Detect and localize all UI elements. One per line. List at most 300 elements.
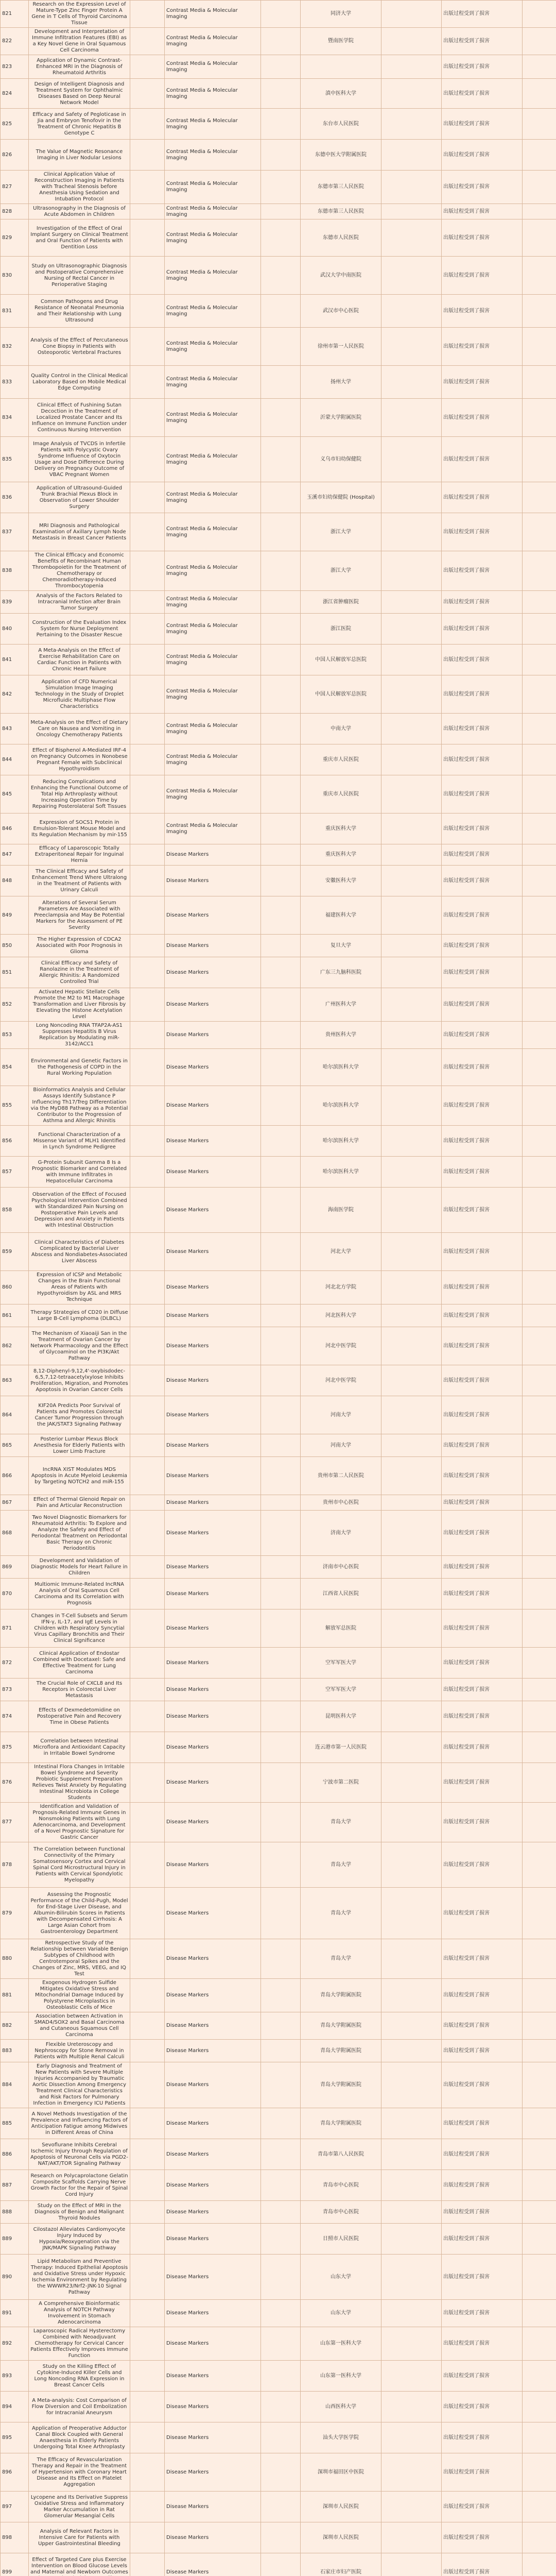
article-title: Functional Characterization of a Missense Variant of MLH1 Identified in Lynch Syndrome Pedigree bbox=[29, 1126, 130, 1157]
spacer-cell bbox=[261, 482, 301, 513]
spacer-cell bbox=[130, 295, 165, 328]
retraction-reason: 出版过程受到了损害 bbox=[442, 2255, 523, 2300]
spacer-cell bbox=[261, 257, 301, 295]
journal-name: Disease Markers bbox=[165, 1233, 261, 1271]
row-number: 839 bbox=[1, 591, 29, 614]
journal-name: Disease Markers bbox=[165, 1396, 261, 1434]
spacer-cell bbox=[523, 2361, 556, 2392]
spacer-cell bbox=[130, 2492, 165, 2522]
spacer-cell bbox=[261, 437, 301, 482]
journal-name: Disease Markers bbox=[165, 1803, 261, 1842]
table-row bbox=[1, 1396, 556, 1434]
spacer-cell bbox=[381, 204, 442, 219]
article-title: Clinical Characteristics of Diabetes Complicated by Bacterial Liver Abscess and Nondiabetes-Associated Liver Abscess bbox=[29, 1233, 130, 1271]
retraction-reason: 出版过程受到了损害 bbox=[442, 2040, 523, 2062]
journal-name: Contrast Media & Molecular Imaging bbox=[165, 295, 261, 328]
spacer-cell bbox=[130, 1188, 165, 1233]
retraction-reason: 出版过程受到了损害 bbox=[442, 1763, 523, 1803]
row-number: 897 bbox=[1, 2492, 29, 2522]
spacer-cell bbox=[381, 1, 442, 28]
author-institution: 贵州医科大学 bbox=[301, 1022, 381, 1049]
table-row bbox=[1, 645, 556, 675]
article-title: Effect of Bisphenol A-Mediated IRF-4 on Pregnancy Outcomes in Nonobese Pregnant Female with Subclinical Hypothyroidism bbox=[29, 744, 130, 775]
spacer-cell bbox=[130, 2255, 165, 2300]
spacer-cell bbox=[381, 1049, 442, 1086]
article-title: Long Noncoding RNA TFAP2A-AS1 Suppresses Hepatitis B Virus Replication by Modulating miR-3142/ACC1 bbox=[29, 1022, 130, 1049]
spacer-cell bbox=[381, 295, 442, 328]
spacer-cell bbox=[130, 1803, 165, 1842]
table-row bbox=[1, 257, 556, 295]
row-number: 874 bbox=[1, 1701, 29, 1732]
article-title: Changes in T-Cell Subsets and Serum IFN-γ, IL-17, and IgE Levels in Children with Respiratory Syncytial Virus Capillary Bronchitis and Their Clinical Significance bbox=[29, 1609, 130, 1648]
article-title: Clinical Efficacy and Safety of Ranolazine in the Treatment of Allergic Rhinitis: A Randomized Controlled Trial bbox=[29, 957, 130, 988]
article-title: The Efficacy of Revascularization Therapy and Repair in the Treatment of Hypertension with Coronary Heart Disease and Its Effect on Platelet Aggregation bbox=[29, 2453, 130, 2492]
row-number: 821 bbox=[1, 1, 29, 28]
article-title: The Crucial Role of CXCL8 and Its Receptors in Colorectal Liver Metastasis bbox=[29, 1679, 130, 1701]
journal-name: Disease Markers bbox=[165, 1304, 261, 1327]
spacer-cell bbox=[523, 513, 556, 551]
author-institution: 空军军医大学 bbox=[301, 1679, 381, 1701]
table-row bbox=[1, 1732, 556, 1763]
row-number: 892 bbox=[1, 2327, 29, 2361]
table-row bbox=[1, 1609, 556, 1648]
spacer-cell bbox=[523, 2012, 556, 2040]
journal-name: Disease Markers bbox=[165, 896, 261, 935]
retraction-reason: 出版过程受到了损害 bbox=[442, 896, 523, 935]
journal-name: Disease Markers bbox=[165, 2040, 261, 2062]
journal-name: Disease Markers bbox=[165, 1271, 261, 1304]
spacer-cell bbox=[261, 2422, 301, 2453]
spacer-cell bbox=[130, 109, 165, 140]
journal-name: Contrast Media & Molecular Imaging bbox=[165, 513, 261, 551]
retraction-reason: 出版过程受到了损害 bbox=[442, 1, 523, 28]
retraction-reason: 出版过程受到了损害 bbox=[442, 1157, 523, 1188]
spacer-cell bbox=[381, 2361, 442, 2392]
retraction-reason: 出版过程受到了损害 bbox=[442, 2453, 523, 2492]
row-number: 867 bbox=[1, 1495, 29, 1511]
retraction-reason: 出版过程受到了损害 bbox=[442, 1434, 523, 1457]
article-title: Image Analysis of TVCDS in Infertile Patients with Polycystic Ovary Syndrome Influence of Oxytocin Usage and Dose Difference During Delivery on Pregnancy Outcome of VBAC Pregnant Women bbox=[29, 437, 130, 482]
row-number: 895 bbox=[1, 2422, 29, 2453]
spacer-cell bbox=[381, 2300, 442, 2327]
spacer-cell bbox=[261, 219, 301, 257]
spacer-cell bbox=[261, 2492, 301, 2522]
row-number: 840 bbox=[1, 614, 29, 645]
author-institution: 福建医科大学 bbox=[301, 896, 381, 935]
journal-name: Contrast Media & Molecular Imaging bbox=[165, 219, 261, 257]
spacer-cell bbox=[381, 1365, 442, 1396]
row-number: 865 bbox=[1, 1434, 29, 1457]
author-institution: 东德中医大学附属医院 bbox=[301, 140, 381, 171]
spacer-cell bbox=[130, 1609, 165, 1648]
retraction-reason: 出版过程受到了损害 bbox=[442, 1495, 523, 1511]
spacer-cell bbox=[381, 257, 442, 295]
spacer-cell bbox=[130, 957, 165, 988]
table-row bbox=[1, 437, 556, 482]
retraction-reason: 出版过程受到了损害 bbox=[442, 257, 523, 295]
spacer-cell bbox=[261, 79, 301, 109]
row-number: 850 bbox=[1, 935, 29, 957]
spacer-cell bbox=[523, 1888, 556, 1939]
author-institution: 解放军总医院 bbox=[301, 1609, 381, 1648]
table-row bbox=[1, 204, 556, 219]
table-row bbox=[1, 866, 556, 896]
spacer-cell bbox=[381, 1086, 442, 1126]
journal-name: Contrast Media & Molecular Imaging bbox=[165, 775, 261, 814]
spacer-cell bbox=[130, 1126, 165, 1157]
row-number: 885 bbox=[1, 2108, 29, 2139]
spacer-cell bbox=[523, 28, 556, 55]
spacer-cell bbox=[261, 1233, 301, 1271]
article-title: Two Novel Diagnostic Biomarkers for Rheumatoid Arthritis: To Explore and Analyze the Safety and Effect of Periodontal Treatment on Periodontal Basic Therapy on Chronic Periodontitis bbox=[29, 1511, 130, 1556]
retraction-reason: 出版过程受到了损害 bbox=[442, 482, 523, 513]
table-row bbox=[1, 109, 556, 140]
spacer-cell bbox=[261, 957, 301, 988]
journal-name: Disease Markers bbox=[165, 1979, 261, 2012]
spacer-cell bbox=[130, 2040, 165, 2062]
article-title: Retrospective Study of the Relationship between Variable Benign Subtypes of Childhood with Centrotemporal Spikes and the Changes of Zinc, MRS, VEEG, and IQ Test bbox=[29, 1939, 130, 1979]
row-number: 890 bbox=[1, 2255, 29, 2300]
journal-name: Disease Markers bbox=[165, 1648, 261, 1679]
journal-name: Disease Markers bbox=[165, 2139, 261, 2170]
spacer-cell bbox=[130, 1763, 165, 1803]
journal-name: Disease Markers bbox=[165, 1679, 261, 1701]
spacer-cell bbox=[523, 328, 556, 366]
spacer-cell bbox=[381, 814, 442, 844]
spacer-cell bbox=[523, 896, 556, 935]
spacer-cell bbox=[523, 219, 556, 257]
author-institution: 东台市人民医院 bbox=[301, 109, 381, 140]
journal-name: Disease Markers bbox=[165, 2392, 261, 2422]
spacer-cell bbox=[130, 1732, 165, 1763]
journal-name: Disease Markers bbox=[165, 2062, 261, 2108]
retraction-reason: 出版过程受到了损害 bbox=[442, 2201, 523, 2224]
retraction-reason: 出版过程受到了损害 bbox=[442, 140, 523, 171]
journal-name: Disease Markers bbox=[165, 1327, 261, 1365]
spacer-cell bbox=[523, 2040, 556, 2062]
spacer-cell bbox=[381, 1842, 442, 1888]
article-title: Common Pathogens and Drug Resistance of Neonatal Pneumonia and Their Relationship with Lung Ultrasound bbox=[29, 295, 130, 328]
author-institution: 重庆医科大学 bbox=[301, 814, 381, 844]
journal-name: Disease Markers bbox=[165, 2170, 261, 2201]
spacer-cell bbox=[130, 2300, 165, 2327]
journal-name: Contrast Media & Molecular Imaging bbox=[165, 28, 261, 55]
article-title: Correlation between Intestinal Microflora and Antioxidant Capacity in Irritable Bowel Syndrome bbox=[29, 1732, 130, 1763]
spacer-cell bbox=[261, 2553, 301, 2576]
spacer-cell bbox=[381, 1022, 442, 1049]
table-row bbox=[1, 28, 556, 55]
spacer-cell bbox=[261, 1888, 301, 1939]
journal-name: Contrast Media & Molecular Imaging bbox=[165, 140, 261, 171]
spacer-cell bbox=[523, 1049, 556, 1086]
spacer-cell bbox=[523, 171, 556, 204]
spacer-cell bbox=[261, 1049, 301, 1086]
spacer-cell bbox=[381, 1763, 442, 1803]
spacer-cell bbox=[261, 109, 301, 140]
journal-name: Disease Markers bbox=[165, 935, 261, 957]
spacer-cell bbox=[130, 1049, 165, 1086]
table-row bbox=[1, 957, 556, 988]
spacer-cell bbox=[130, 328, 165, 366]
article-title: Expression of ICSP and Metabolic Changes in the Brain Functional Areas of Patients with Hypothyroidism by ASL and MRS Technique bbox=[29, 1271, 130, 1304]
spacer-cell bbox=[261, 744, 301, 775]
spacer-cell bbox=[130, 79, 165, 109]
spacer-cell bbox=[523, 2453, 556, 2492]
spacer-cell bbox=[381, 2453, 442, 2492]
spacer-cell bbox=[261, 2108, 301, 2139]
author-institution: 河北大学 bbox=[301, 1233, 381, 1271]
article-title: Research on Polycaprolactone Gelatin Composite Scaffolds Carrying Nerve Growth Factor for the Repair of Spinal Cord Injury bbox=[29, 2170, 130, 2201]
spacer-cell bbox=[130, 988, 165, 1022]
retraction-reason: 出版过程受到了损害 bbox=[442, 204, 523, 219]
spacer-cell bbox=[130, 399, 165, 437]
spacer-cell bbox=[523, 1157, 556, 1188]
table-row bbox=[1, 1327, 556, 1365]
spacer-cell bbox=[130, 645, 165, 675]
retraction-reason: 出版过程受到了损害 bbox=[442, 2492, 523, 2522]
spacer-cell bbox=[130, 1233, 165, 1271]
row-number: 827 bbox=[1, 171, 29, 204]
article-title: Effect of Thermal Glenoid Repair on Pain and Articular Reconstruction bbox=[29, 1495, 130, 1511]
spacer-cell bbox=[130, 1701, 165, 1732]
table-row bbox=[1, 1233, 556, 1271]
retraction-reason: 出版过程受到了损害 bbox=[442, 1511, 523, 1556]
table-row bbox=[1, 1701, 556, 1732]
journal-name: Disease Markers bbox=[165, 2201, 261, 2224]
journal-name: Contrast Media & Molecular Imaging bbox=[165, 744, 261, 775]
row-number: 845 bbox=[1, 775, 29, 814]
table-row bbox=[1, 1842, 556, 1888]
author-institution: 青岛大学 bbox=[301, 1888, 381, 1939]
spacer-cell bbox=[130, 2522, 165, 2553]
spacer-cell bbox=[261, 328, 301, 366]
retraction-reason: 出版过程受到了损害 bbox=[442, 2012, 523, 2040]
row-number: 837 bbox=[1, 513, 29, 551]
spacer-cell bbox=[523, 140, 556, 171]
spacer-cell bbox=[381, 2170, 442, 2201]
spacer-cell bbox=[381, 1434, 442, 1457]
spacer-cell bbox=[523, 257, 556, 295]
spacer-cell bbox=[381, 988, 442, 1022]
article-title: Application of Ultrasound-Guided Trunk Brachial Plexus Block in Observation of Lower Shoulder Surgery bbox=[29, 482, 130, 513]
spacer-cell bbox=[381, 2522, 442, 2553]
article-title: IncRNA XIST Modulates MDS Apoptosis in Acute Myeloid Leukemia by Targeting NOTCH2 and miR-155 bbox=[29, 1457, 130, 1495]
row-number: 856 bbox=[1, 1126, 29, 1157]
spacer-cell bbox=[381, 437, 442, 482]
spacer-cell bbox=[381, 1979, 442, 2012]
author-institution: 义乌市妇幼保健院 bbox=[301, 437, 381, 482]
retraction-reason: 出版过程受到了损害 bbox=[442, 2170, 523, 2201]
spacer-cell bbox=[261, 28, 301, 55]
retraction-reason: 出版过程受到了损害 bbox=[442, 109, 523, 140]
retraction-reason: 出版过程受到了损害 bbox=[442, 437, 523, 482]
retraction-reason: 出版过程受到了损害 bbox=[442, 775, 523, 814]
author-institution: 青岛市中心医院 bbox=[301, 2170, 381, 2201]
table-row bbox=[1, 1157, 556, 1188]
spacer-cell bbox=[261, 614, 301, 645]
journal-name: Contrast Media & Molecular Imaging bbox=[165, 1, 261, 28]
row-number: 835 bbox=[1, 437, 29, 482]
spacer-cell bbox=[261, 645, 301, 675]
article-title: The Mechanism of Xiaoaiji San in the Treatment of Ovarian Cancer by Network Pharmacology and the Effect of Glycoaminol on the PI3K/Akt Pathway bbox=[29, 1327, 130, 1365]
spacer-cell bbox=[523, 1304, 556, 1327]
retraction-reason: 出版过程受到了损害 bbox=[442, 2300, 523, 2327]
author-institution: 青岛市中心医院 bbox=[301, 2201, 381, 2224]
row-number: 829 bbox=[1, 219, 29, 257]
retraction-reason: 出版过程受到了损害 bbox=[442, 675, 523, 714]
table-row bbox=[1, 140, 556, 171]
table-row bbox=[1, 2300, 556, 2327]
journal-name: Contrast Media & Molecular Imaging bbox=[165, 399, 261, 437]
spacer-cell bbox=[261, 1188, 301, 1233]
spacer-cell bbox=[261, 2139, 301, 2170]
table-row bbox=[1, 482, 556, 513]
spacer-cell bbox=[130, 482, 165, 513]
row-number: 876 bbox=[1, 1763, 29, 1803]
author-institution: 徐州市第一人民医院 bbox=[301, 328, 381, 366]
author-institution: 重庆市人民医院 bbox=[301, 744, 381, 775]
row-number: 844 bbox=[1, 744, 29, 775]
spacer-cell bbox=[381, 714, 442, 744]
spacer-cell bbox=[381, 2139, 442, 2170]
spacer-cell bbox=[130, 1327, 165, 1365]
table-row bbox=[1, 2139, 556, 2170]
spacer-cell bbox=[130, 1648, 165, 1679]
row-number: 842 bbox=[1, 675, 29, 714]
spacer-cell bbox=[130, 551, 165, 591]
article-title: The Higher Expression of CDCA2 Associated with Poor Prognosis in Glioma bbox=[29, 935, 130, 957]
spacer-cell bbox=[261, 1126, 301, 1157]
table-row bbox=[1, 844, 556, 866]
row-number: 882 bbox=[1, 2012, 29, 2040]
spacer-cell bbox=[130, 1842, 165, 1888]
spacer-cell bbox=[381, 1271, 442, 1304]
retraction-reason: 出版过程受到了损害 bbox=[442, 1049, 523, 1086]
journal-name: Disease Markers bbox=[165, 1365, 261, 1396]
spacer-cell bbox=[261, 1327, 301, 1365]
retraction-reason: 出版过程受到了损害 bbox=[442, 1939, 523, 1979]
spacer-cell bbox=[381, 1157, 442, 1188]
spacer-cell bbox=[261, 2062, 301, 2108]
spacer-cell bbox=[381, 55, 442, 79]
spacer-cell bbox=[523, 675, 556, 714]
retraction-reason: 出版过程受到了损害 bbox=[442, 957, 523, 988]
retraction-reason: 出版过程受到了损害 bbox=[442, 328, 523, 366]
spacer-cell bbox=[261, 1304, 301, 1327]
table-row bbox=[1, 2224, 556, 2255]
table-row bbox=[1, 1457, 556, 1495]
article-title: Lycopene and Its Derivative Suppress Oxidative Stress and Inflammatory Marker Accumulation in Rat Glomerular Mesangial Cells bbox=[29, 2492, 130, 2522]
table-row bbox=[1, 219, 556, 257]
spacer-cell bbox=[130, 2201, 165, 2224]
retraction-reason: 出版过程受到了损害 bbox=[442, 1457, 523, 1495]
spacer-cell bbox=[381, 140, 442, 171]
table-row bbox=[1, 775, 556, 814]
author-institution: 安徽医科大学 bbox=[301, 866, 381, 896]
spacer-cell bbox=[523, 1126, 556, 1157]
spacer-cell bbox=[381, 1556, 442, 1579]
table-row bbox=[1, 2170, 556, 2201]
row-number: 862 bbox=[1, 1327, 29, 1365]
article-title: A Meta-Analysis on the Effect of Exercise Rehabilitation Care on Cardiac Function in Patients with Chronic Heart Failure bbox=[29, 645, 130, 675]
article-title: The Clinical Efficacy and Economic Benefits of Recombinant Human Thrombopoietin for the Treatment of Chemotherapy or Chemoradiotherapy-Induced Thrombocytopenia bbox=[29, 551, 130, 591]
table-row bbox=[1, 295, 556, 328]
article-title: Intestinal Flora Changes in Irritable Bowel Syndrome and Severity Probiotic Supplement Preparation Relieves Twist Anxiety by Regulating Intestinal Microbiota in College Students bbox=[29, 1763, 130, 1803]
table-row bbox=[1, 1086, 556, 1126]
spacer-cell bbox=[381, 1803, 442, 1842]
spacer-cell bbox=[523, 2062, 556, 2108]
author-institution: 广州医科大学 bbox=[301, 988, 381, 1022]
spacer-cell bbox=[130, 140, 165, 171]
spacer-cell bbox=[381, 2553, 442, 2576]
journal-name: Contrast Media & Molecular Imaging bbox=[165, 204, 261, 219]
spacer-cell bbox=[261, 675, 301, 714]
journal-name: Contrast Media & Molecular Imaging bbox=[165, 79, 261, 109]
spacer-cell bbox=[523, 482, 556, 513]
spacer-cell bbox=[130, 896, 165, 935]
spacer-cell bbox=[381, 366, 442, 399]
table-row bbox=[1, 2422, 556, 2453]
row-number: 824 bbox=[1, 79, 29, 109]
table-row bbox=[1, 2392, 556, 2422]
retraction-reason: 出版过程受到了损害 bbox=[442, 814, 523, 844]
spacer-cell bbox=[261, 935, 301, 957]
journal-name: Disease Markers bbox=[165, 2553, 261, 2576]
spacer-cell bbox=[523, 1979, 556, 2012]
row-number: 868 bbox=[1, 1511, 29, 1556]
spacer-cell bbox=[261, 896, 301, 935]
table-row bbox=[1, 1556, 556, 1579]
retraction-reason: 出版过程受到了损害 bbox=[442, 614, 523, 645]
author-institution: 深圳市福田区中医院 bbox=[301, 2453, 381, 2492]
spacer-cell bbox=[130, 1579, 165, 1609]
table-row bbox=[1, 2553, 556, 2576]
spacer-cell bbox=[130, 55, 165, 79]
author-institution: 青岛大学附属医院 bbox=[301, 2108, 381, 2139]
spacer-cell bbox=[261, 1495, 301, 1511]
spacer-cell bbox=[523, 2492, 556, 2522]
article-title: Expression of SOCS1 Protein in Emulsion-Tolerant Mouse Model and Its Regulation Mechanism by mir-155 bbox=[29, 814, 130, 844]
retraction-reason: 出版过程受到了损害 bbox=[442, 2139, 523, 2170]
author-institution: 同济大学 bbox=[301, 1, 381, 28]
spacer-cell bbox=[381, 2108, 442, 2139]
author-institution: 青岛大学 bbox=[301, 1939, 381, 1979]
journal-name: Disease Markers bbox=[165, 2422, 261, 2453]
row-number: 830 bbox=[1, 257, 29, 295]
spacer-cell bbox=[130, 814, 165, 844]
author-institution: 广东三九脑科医院 bbox=[301, 957, 381, 988]
author-institution: 浙江省肿瘤医院 bbox=[301, 591, 381, 614]
author-institution: 中南大学 bbox=[301, 714, 381, 744]
spacer-cell bbox=[523, 1365, 556, 1396]
spacer-cell bbox=[523, 79, 556, 109]
article-title: Efficacy and Safety of Pegloticase in Jia and Embryon Tenofovir in the Treatment of Chronic Hepatitis B Genotype C bbox=[29, 109, 130, 140]
retraction-reason: 出版过程受到了损害 bbox=[442, 1679, 523, 1701]
author-institution: 中国人民解放军总医院 bbox=[301, 675, 381, 714]
author-institution: 浙江大学 bbox=[301, 513, 381, 551]
spacer-cell bbox=[261, 2040, 301, 2062]
spacer-cell bbox=[381, 1939, 442, 1979]
spacer-cell bbox=[381, 957, 442, 988]
table-row bbox=[1, 614, 556, 645]
spacer-cell bbox=[381, 1233, 442, 1271]
spacer-cell bbox=[523, 1495, 556, 1511]
spacer-cell bbox=[130, 2453, 165, 2492]
journal-name: Contrast Media & Molecular Imaging bbox=[165, 257, 261, 295]
row-number: 886 bbox=[1, 2139, 29, 2170]
retraction-reason: 出版过程受到了损害 bbox=[442, 366, 523, 399]
spacer-cell bbox=[381, 2040, 442, 2062]
